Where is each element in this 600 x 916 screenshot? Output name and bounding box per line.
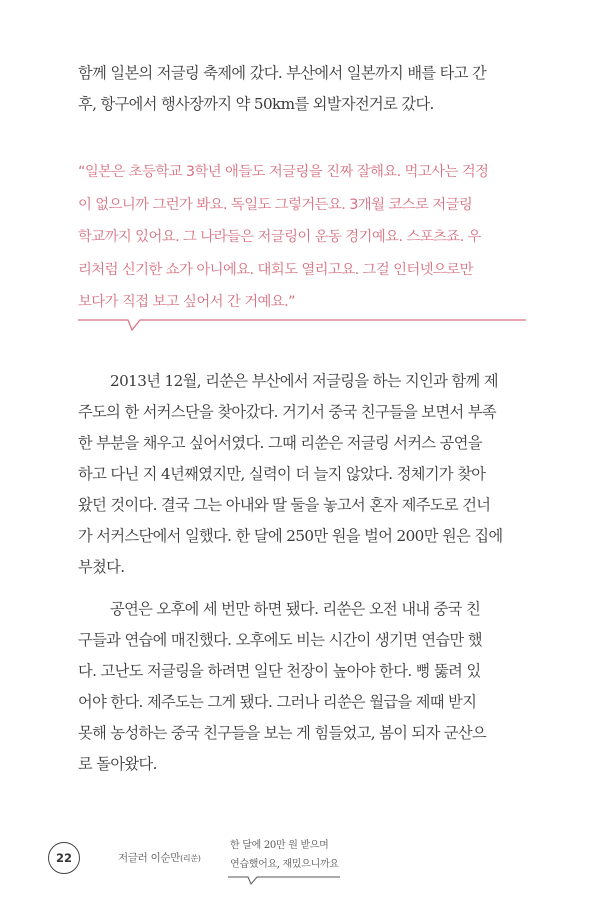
text-line: 2013년 12월, 리쑨은 부산에서 저글링을 하는 지인과 함께 제: [110, 372, 498, 390]
text-line: 왔던 것이다. 결국 그는 아내와 딸 둘을 놓고서 혼자 제주도로 건너: [78, 496, 491, 514]
quote-line: 학교까지 있어요. 그 나라들은 저글링이 운동 경기예요. 스포츠죠. 우: [78, 229, 481, 245]
text-line: 구들과 연습에 매진했다. 오후에도 비는 시간이 생기면 연습만 했: [78, 631, 482, 649]
author-name-sub: (리쑨): [180, 854, 201, 863]
text-line: 다. 고난도 저글링을 하려면 일단 천장이 높아야 한다. 뻥 뚫려 있: [78, 662, 481, 680]
text-line: 가 서커스단에서 일했다. 한 달에 250만 원을 벌어 200만 원은 집에: [78, 527, 503, 545]
text-line: 하고 다닌 지 4년째였지만, 실력이 더 늘지 않았다. 정체기가 찾아: [78, 465, 486, 483]
text-line: 주도의 한 서커스단을 찾아갔다. 거기서 중국 친구들을 보면서 부족: [78, 403, 496, 421]
text-line: 로 돌아왔다.: [78, 755, 157, 773]
title-line: 한 달에 20만 원 받으며: [230, 840, 329, 851]
quote-line: “일본은 초등학교 3학년 애들도 저글링을 진짜 잘해요. 먹고사는 걱정: [78, 164, 489, 180]
quote-line: 보다가 직접 보고 싶어서 간 거예요.”: [78, 294, 295, 310]
text-line: 후, 항구에서 행사장까지 약 50km를 외발자전거로 갔다.: [78, 95, 434, 113]
running-head-author: [118, 850, 201, 865]
text-line: 부쳤다.: [78, 558, 125, 576]
text-line: 어야 한다. 제주도는 그게 됐다. 그러나 리쑨은 월급을 제때 받지: [78, 693, 477, 711]
footer-bubble-divider: [228, 872, 340, 886]
text-line: 한 부분을 채우고 싶어서였다. 그때 리쑨은 저글링 서커스 공연을: [78, 434, 482, 452]
text-line: 공연은 오후에 세 번만 하면 됐다. 리쑨은 오전 내내 중국 친: [110, 600, 481, 618]
page-number: 22: [48, 842, 80, 874]
quote-line: 리처럼 신기한 쇼가 아니에요. 대회도 열리고요. 그걸 인터넷으로만: [78, 261, 473, 278]
text-line: 함께 일본의 저글링 축제에 갔다. 부산에서 일본까지 배를 타고 간: [78, 64, 487, 82]
pull-quote: [78, 156, 526, 319]
paragraph-3: [78, 594, 526, 780]
quote-line: 이 없으니까 그런가 봐요. 독일도 그렇거든요. 3개월 코스로 저글링: [78, 196, 473, 213]
paragraph-2: [78, 366, 526, 583]
text-line: 못해 농성하는 중국 친구들을 보는 게 힘들었고, 봄이 되자 군산으: [78, 724, 487, 742]
paragraph-1: [78, 58, 526, 120]
speech-bubble-divider: [78, 310, 526, 332]
title-line: 연습했어요, 재밌으니까요: [230, 859, 339, 870]
running-head-title: [230, 836, 370, 874]
author-name: 저글러 이순만: [118, 852, 181, 864]
